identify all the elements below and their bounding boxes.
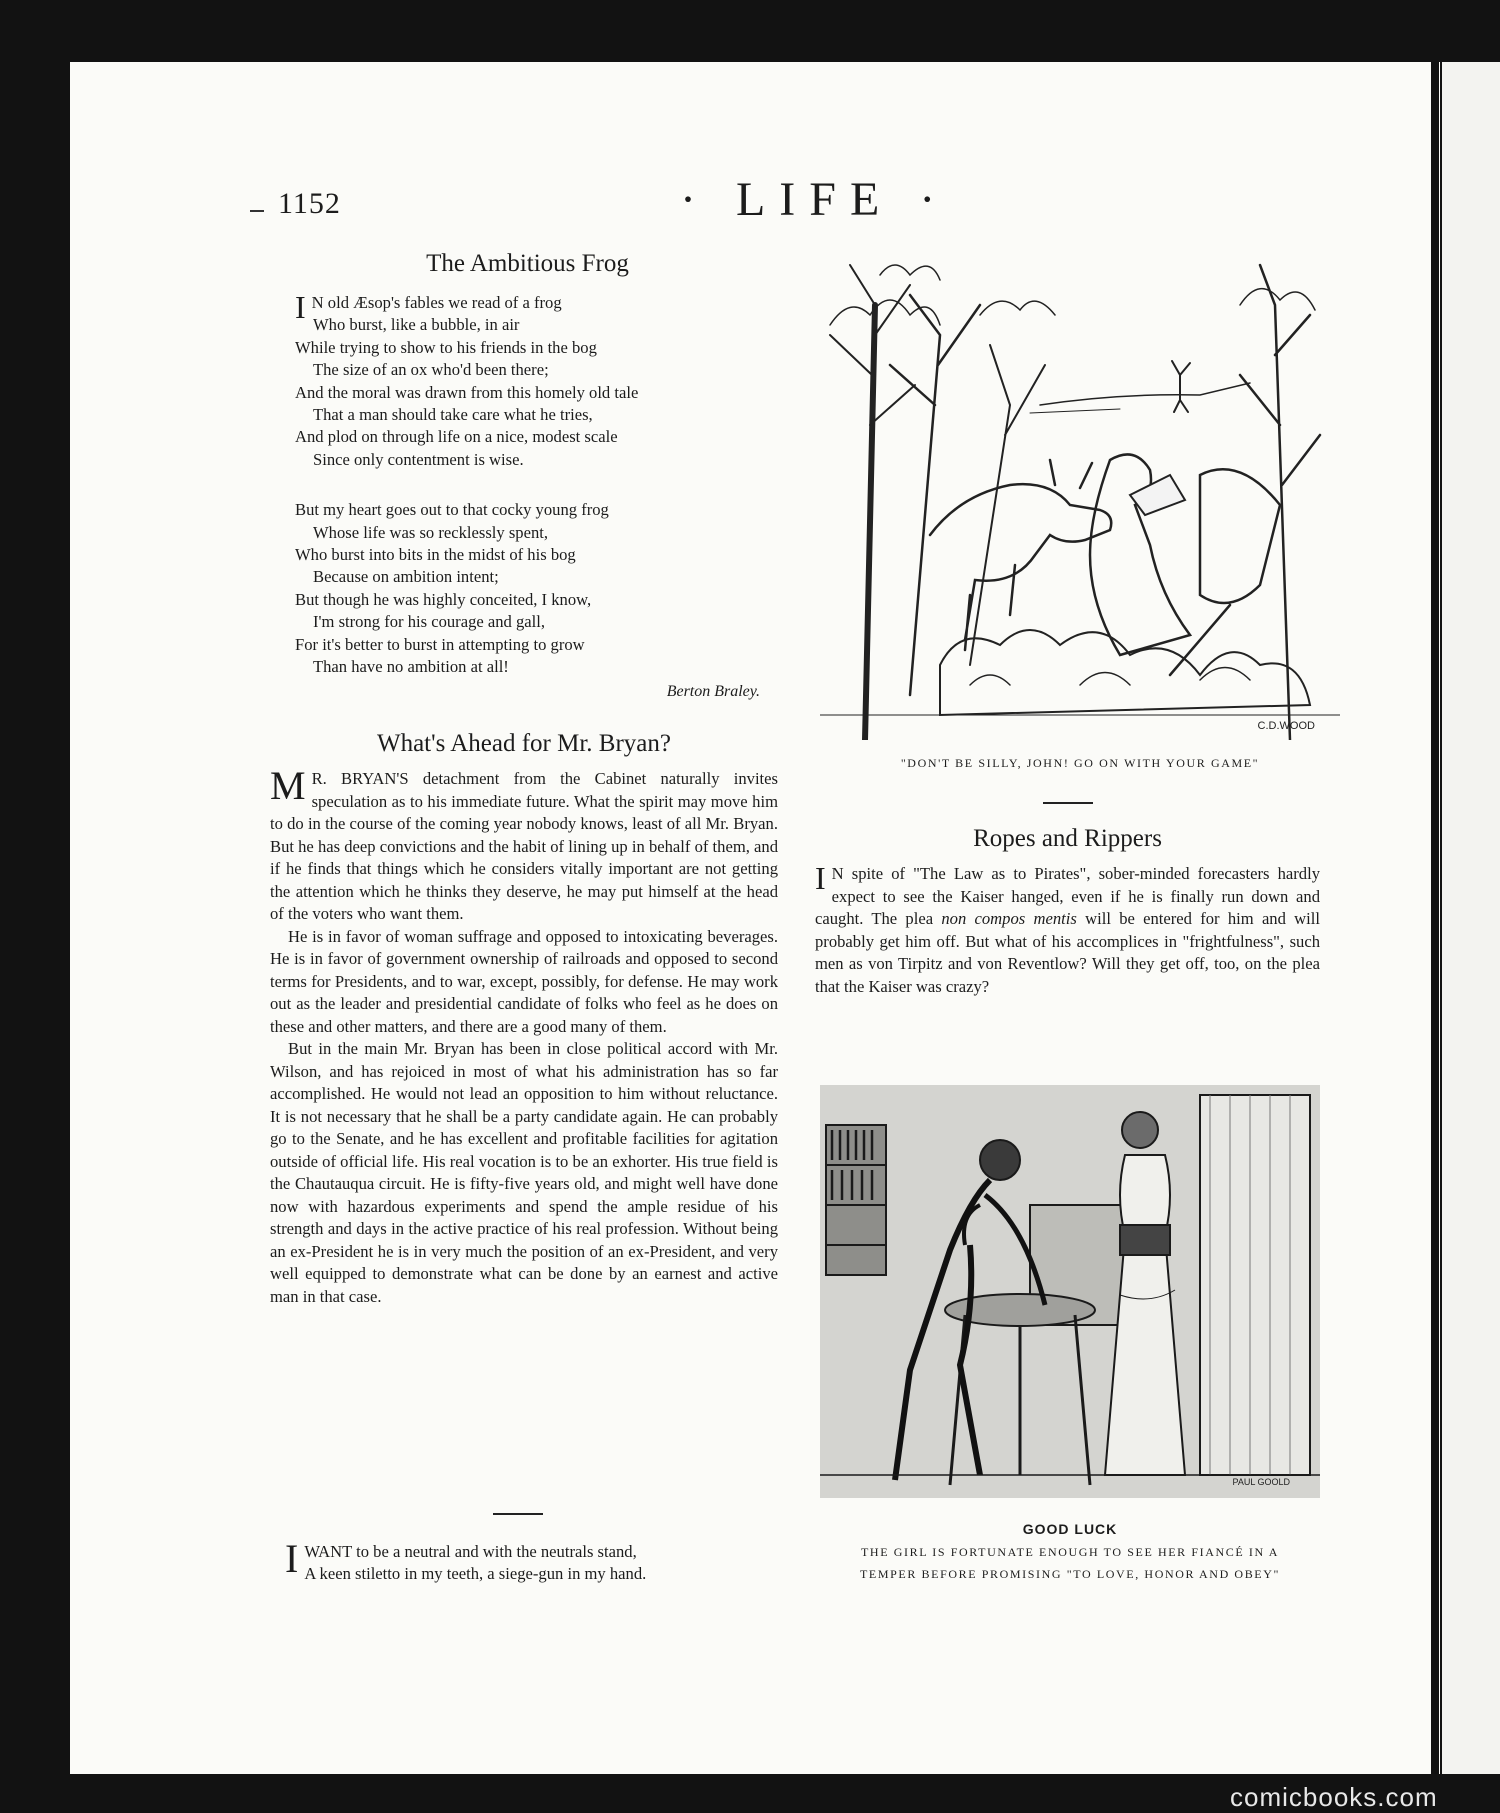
poem-line: Since only contentment is wise. [313, 449, 524, 469]
poem-line: N old Æsop's fables we read of a frog [311, 293, 562, 312]
bryan-paragraph-3: But in the main Mr. Bryan has been in close political accord with Mr. Wilson, and has rejoiced in most of what his administration has so far accomplished. He would not lead an opposition to him without reluctance. It is not necessary that he shall be a party candidate again. He can probably go to the Senate, and he has excellent and profitable facilities for agitation outside of official life. His real vocation is to be an exhorter. His true field is the Chautauqua circuit. He is fifty-five years old, and might well have done now with hazardous experiments and spend the ample residue of his strength and days in the active practice of his real profession. Without being an ex-President he is in very much the position of an ex-President, and very well equipped to demonstrate what can be done by an earnest and active man in that case. [270, 1039, 778, 1306]
poem-line: I'm strong for his courage and gall, [313, 612, 546, 632]
ropes-text: N spite of "The Law as to Pirates", sober-minded forecasters hardly expect to see the Kaiser hanged, even if he is finally run down and caught. The plea [815, 864, 1320, 928]
caption-title: GOOD LUCK [1022, 1521, 1118, 1537]
poem-line: A keen stiletto in my teeth, a siege-gun in my hand. [304, 1564, 647, 1584]
frog-author: Berton Braley. [666, 682, 760, 700]
drop-cap: M [270, 763, 306, 808]
poem-line: Than have no ambition at all! [313, 657, 509, 677]
ropes-italic-phrase: non compos mentis [941, 909, 1077, 928]
page-number-dash [250, 210, 264, 212]
section-divider [493, 1513, 543, 1515]
poem-line: But my heart goes out to that cocky young frog [295, 500, 609, 520]
page-edge-rule [1431, 62, 1439, 1774]
poem-line: Who burst into bits in the midst of his bog [295, 545, 576, 565]
cartoon-signature: PAUL GOOLD [1232, 1477, 1290, 1487]
ropes-text: will be entered for him and will probably get him off. But what of his accomplices in "frightfulness", such men as von Tirpitz and von Reventlow? Will they get off, too, on the plea that the Kaiser was crazy? [815, 909, 1320, 996]
drop-cap: I [285, 1536, 299, 1581]
ropes-article [815, 825, 1320, 998]
bryan-article [270, 730, 778, 1308]
frog-poem-section [295, 250, 760, 701]
frog-stanza-1 [295, 289, 760, 471]
neutral-couplet [285, 1536, 785, 1586]
bryan-body [270, 763, 778, 1308]
bryan-paragraph-1: R. BRYAN'S detachment from the Cabinet naturally invites speculation as to his immediate future. What the spirit may move him to do in the course of the coming year nobody knows, least of all Mr. Bryan. But he has deep convictions and the habit of lining up in behalf of them, and if he finds that things which he considers vitally important are not getting the attention which he thinks they deserve, he may put himself at the head of the voters who want them. [270, 769, 778, 923]
poem-line: And plod on through life on a nice, modest scale [295, 427, 618, 447]
poem-line: Who burst, like a bubble, in air [313, 315, 520, 335]
bryan-paragraph-2: He is in favor of woman suffrage and opposed to intoxicating beverages. He is in favor of government ownership of railroads and opposed to second terms for Presidents, and to war, except, possibly, for defense. He may work out as the leader and presidential candidate of folks who feel as he does on these and other matters, and there are a good many of them. [270, 926, 778, 1036]
cartoon-signature: C.D.WOOD [1257, 720, 1315, 732]
ropes-body [815, 860, 1320, 998]
poem-line: Whose life was so recklessly spent, [313, 522, 549, 542]
frog-poem-title: The Ambitious Frog [426, 250, 629, 277]
good-luck-caption [810, 1521, 1330, 1585]
caption-line: THE GIRL IS FORTUNATE ENOUGH TO SEE HER FIANCÉ IN A [861, 1545, 1279, 1559]
poem-line: Because on ambition intent; [313, 567, 499, 587]
poem-line: But though he was highly conceited, I know, [295, 589, 592, 609]
poem-line: While trying to show to his friends in the bog [295, 337, 597, 357]
cartoon-caption: "DON'T BE SILLY, JOHN! GO ON WITH YOUR GAME" [900, 756, 1260, 770]
next-page-edge [1442, 62, 1500, 1774]
masthead-title: · LIFE · [680, 173, 950, 226]
caption-line: TEMPER BEFORE PROMISING "TO LOVE, HONOR AND OBEY" [860, 1567, 1280, 1581]
ropes-title: Ropes and Rippers [973, 825, 1162, 852]
site-watermark: comicbooks.com [1230, 1782, 1438, 1812]
poem-line: For it's better to burst in attempting to grow [295, 634, 585, 654]
good-luck-cartoon [820, 1085, 1320, 1498]
section-divider [1043, 802, 1093, 804]
drop-cap: I [815, 860, 826, 896]
cow-reading-girl-cartoon [820, 245, 1340, 740]
poem-line: That a man should take care what he tries, [313, 405, 593, 425]
poem-line: And the moral was drawn from this homely old tale [295, 382, 639, 402]
poem-line: WANT to be a neutral and with the neutrals stand, [304, 1542, 637, 1561]
bryan-title: What's Ahead for Mr. Bryan? [376, 730, 671, 757]
frog-stanza-2 [295, 499, 760, 678]
poem-line: The size of an ox who'd been there; [313, 360, 549, 380]
drop-cap: I [295, 289, 306, 325]
page-number: 1152 [278, 187, 341, 220]
